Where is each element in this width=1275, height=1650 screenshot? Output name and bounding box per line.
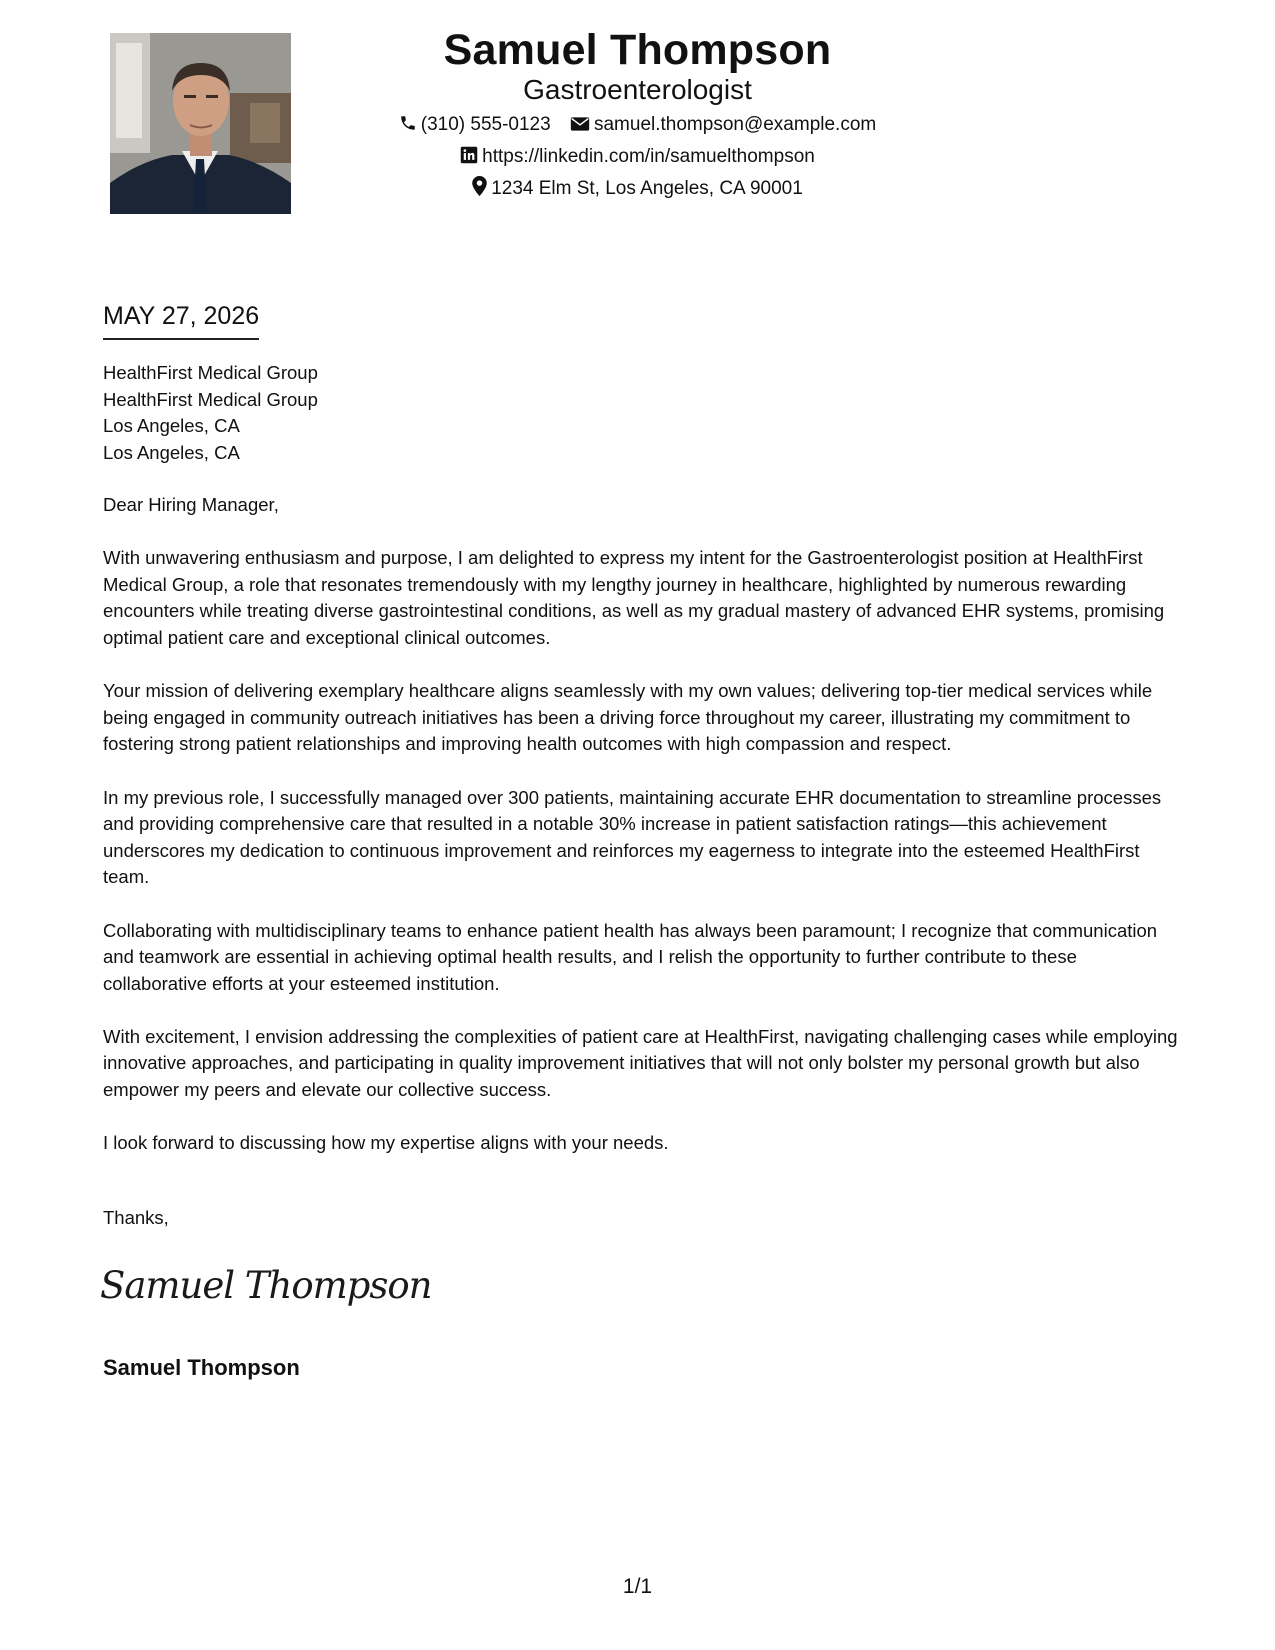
linkedin-text: https://linkedin.com/in/samuelthompson bbox=[482, 146, 815, 167]
address-contact bbox=[472, 176, 803, 202]
salutation: Dear Hiring Manager, bbox=[103, 494, 279, 515]
body-paragraph: Collaborating with multidisciplinary teams to enhance patient health has always been paramount; I recognize that communication and teamwork are essential in achieving optimal health results, and I relish the opportunity to further contribute to these collaborative efforts at your esteemed institution. bbox=[103, 919, 1158, 994]
letter-body bbox=[103, 492, 1178, 1183]
recipient-line: HealthFirst Medical Group bbox=[103, 362, 318, 383]
letter-date: MAY 27, 2026 bbox=[103, 300, 259, 340]
closing: Thanks, bbox=[103, 1207, 169, 1228]
body-paragraph: With excitement, I envision addressing the complexities of patient care at HealthFirst, navigating challenging cases while employing innovative approaches, and participating in quality improvement initiatives that will not only bolster my personal growth but also empower my peers and elevate our collective success. bbox=[103, 1025, 1178, 1101]
applicant-name: Samuel Thompson bbox=[443, 26, 832, 74]
recipient-line: Los Angeles, CA bbox=[103, 415, 240, 437]
envelope-icon bbox=[570, 116, 590, 132]
recipient-line: HealthFirst Medical Group bbox=[103, 388, 318, 410]
body-paragraph: With unwavering enthusiasm and purpose, I am delighted to express my intent for the Gastroenterologist position at HealthFirst Medical Group, a role that resonates tremendously with my lengthy journey in healthcare, highlighted by numerous rewarding encounters while treating diverse gastrointestinal conditions, as well as my gradual mastery of advanced EHR systems, promising optimal patient care and exceptional clinical outcomes. bbox=[103, 547, 1165, 648]
body-paragraph: In my previous role, I successfully managed over 300 patients, maintaining accurate EHR documentation to streamline processes and providing comprehensive care that resulted in a notable 30% increase in patient satisfaction ratings—this achievement underscores my dedication to continuous improvement and reinforces my eagerness to integrate into the esteemed HealthFirst team. bbox=[103, 786, 1162, 888]
recipient-block bbox=[103, 360, 318, 466]
body-paragraph: Your mission of delivering exemplary healthcare aligns seamlessly with my own values; delivering top-tier medical services while being engaged in community outreach initiatives has been a driving force throughout my career, illustrating my commitment to fostering strong patient relationships and improving health outcomes with high compassion and respect. bbox=[103, 680, 1153, 755]
contact-line-phone-email bbox=[0, 112, 1275, 138]
email-contact[interactable] bbox=[570, 112, 876, 138]
address-text: 1234 Elm St, Los Angeles, CA 90001 bbox=[491, 178, 803, 199]
linkedin-icon bbox=[460, 146, 478, 164]
signer-name: Samuel Thompson bbox=[103, 1355, 300, 1380]
applicant-title: Gastroenterologist bbox=[523, 74, 752, 105]
contact-line-address bbox=[0, 176, 1275, 202]
linkedin-contact[interactable] bbox=[460, 144, 815, 170]
recipient-line: Los Angeles, CA bbox=[103, 441, 240, 463]
body-paragraph: I look forward to discussing how my expertise aligns with your needs. bbox=[103, 1132, 669, 1154]
phone-contact[interactable] bbox=[399, 112, 551, 138]
signature: Samuel Thompson bbox=[100, 1264, 432, 1307]
map-pin-icon bbox=[472, 176, 487, 196]
contact-line-linkedin bbox=[0, 144, 1275, 170]
page-number: 1/1 bbox=[622, 1575, 653, 1598]
phone-icon bbox=[399, 114, 417, 132]
email-text: samuel.thompson@example.com bbox=[593, 114, 877, 135]
phone-text: (310) 555-0123 bbox=[420, 114, 551, 135]
